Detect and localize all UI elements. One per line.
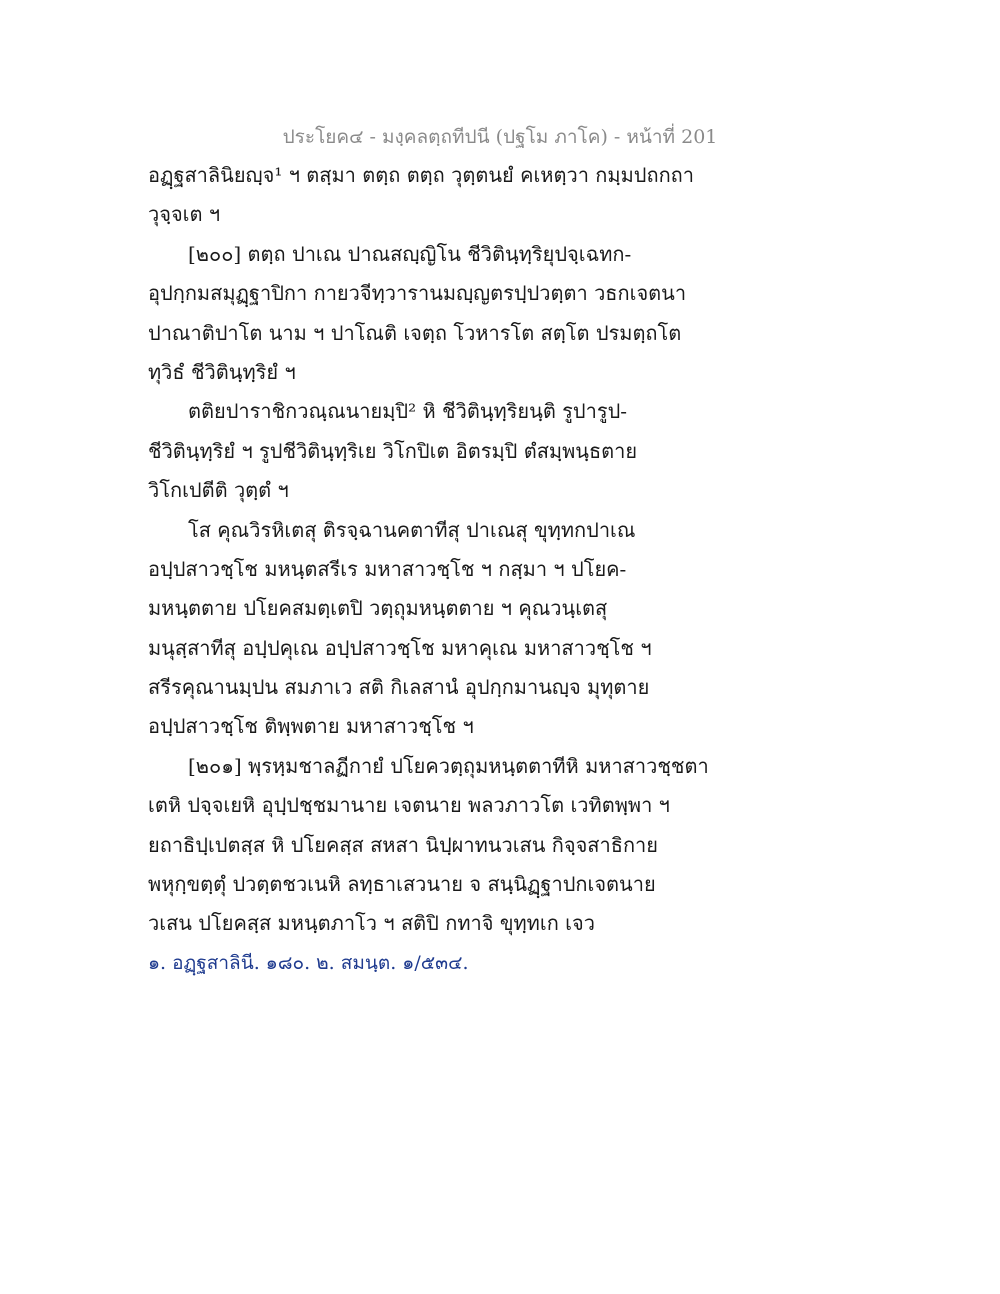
page-header: ประโยค๔ - มงฺคลตฺถทีปนี (ปฐโม ภาโค) - หน้าที่ 201	[282, 126, 718, 148]
text-line: อปฺปสาวชฺโช ติพฺพตาย มหาสาวชฺโช ฯ	[148, 714, 474, 739]
text-line: ยถาธิปฺเปตสฺส หิ ปโยคสฺส สหสา นิปฺผาทนวเสน กิจฺจสาธิกาย	[148, 832, 659, 857]
text-line: อฏฺฐสาลินิยญฺจ¹ ฯ ตสฺมา ตตฺถ ตตฺถ วุตฺตนยํ คเหตฺวา กมฺมปถกถา	[148, 163, 695, 187]
text-line: ปาณาติปาโต นาม ฯ ปาโณติ เจตฺถ โวหารโต สตฺโต ปรมตฺถโต	[148, 320, 682, 345]
text-line: อปฺปสาวชฺโช มหนฺตสรีเร มหาสาวชฺโช ฯ กสฺมา ฯ ปโยค-	[148, 556, 627, 581]
text-line: ทุวิธํ ชีวิตินฺทฺริยํ ฯ	[148, 359, 296, 384]
text-line: วเสน ปโยคสฺส มหนฺตภาโว ฯ สติปิ กทาจิ ขุทฺทเก เจว	[148, 911, 595, 936]
text-line: มหนฺตตาย ปโยคสมตฺเตปิ วตฺถุมหนฺตตาย ฯ คุณวนฺเตสุ	[148, 596, 608, 621]
text-line: ตติยปาราชิกวณฺณนายมฺปิ² หิ ชีวิตินฺทฺริยนฺติ รูปารูป-	[188, 399, 628, 424]
text-line: เตหิ ปจฺจเยหิ อุปฺปชฺชมานาย เจตนาย พลวภาวโต เวทิตพฺพา ฯ	[148, 793, 670, 818]
text-line: [๒๐๐] ตตฺถ ปาเณ ปาณสญฺญิโน ชีวิตินฺทฺริยุปจฺเฉทก-	[188, 241, 632, 266]
text-line: [๒๐๑] พฺรหฺมชาลฏีกายํ ปโยควตฺถุมหนฺตตาทีหิ มหาสาวชฺชตา	[188, 753, 709, 778]
text-line: วุจฺจเต ฯ	[148, 202, 221, 227]
text-line: โส คุณวิรหิเตสุ ติรจฺฉานคตาทีสุ ปาเณสุ ขุทฺทกปาเณ	[188, 517, 636, 542]
text-line: วิโกเปตีติ วุตฺตํ ฯ	[148, 478, 289, 503]
text-line: สรีรคุณานมฺปน สมภาเว สติ กิเลสานํ อุปกฺกมานญฺจ มุทุตาย	[148, 675, 650, 700]
footnote: ๑. อฏฺฐสาลินี. ๑๘๐. ๒. สมนฺต. ๑/๕๓๔.	[148, 951, 469, 974]
body-text	[148, 156, 708, 983]
text-line: อุปกฺกมสมุฏฺฐาปิกา กายวจีทฺวารานมญฺญตรปฺปวตฺตา วธกเจตนา	[148, 281, 687, 306]
text-line: พหุกฺขตฺตุํ ปวตฺตชวเนหิ ลทฺธาเสวนาย จ สนฺนิฏฺฐาปกเจตนาย	[148, 872, 656, 897]
text-line: มนุสฺสาทีสุ อปฺปคุเณ อปฺปสาวชฺโช มหาคุเณ มหาสาวชฺโช ฯ	[148, 635, 652, 660]
text-line: ชีวิตินฺทฺริยํ ฯ รูปชีวิตินฺทฺริเย วิโกปิเต อิตรมฺปิ ตํสมฺพนฺธตาย	[148, 438, 638, 463]
